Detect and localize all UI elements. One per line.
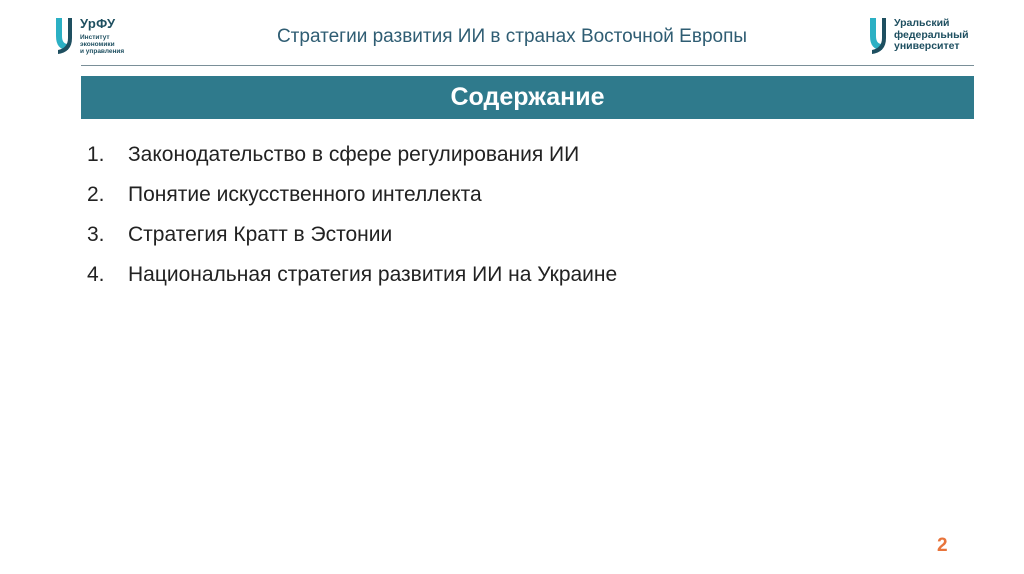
toc-item-number: 4.	[87, 263, 105, 286]
section-title: Содержание	[450, 83, 605, 111]
toc-item-number: 3.	[87, 223, 105, 246]
toc-item-text: Законодательство в сфере регулирования ИИ	[128, 143, 580, 166]
toc-item-number: 2.	[87, 183, 105, 206]
header-divider	[81, 65, 974, 66]
section-title-bar	[81, 76, 974, 119]
page-number: 2	[937, 535, 948, 556]
university-logo	[866, 16, 976, 56]
logo-brand-text: УрФУ	[80, 16, 116, 31]
toc-item-text: Национальная стратегия развития ИИ на Украине	[128, 263, 618, 286]
institute-name: Институт экономики и управления	[80, 34, 125, 55]
toc-item-text: Стратегия Кратт в Эстонии	[128, 223, 393, 246]
presentation-title: Стратегии развития ИИ в странах Восточной Европы	[276, 26, 748, 47]
toc-item	[87, 255, 617, 295]
toc-item-text: Понятие искусственного интеллекта	[128, 183, 482, 206]
toc-item-number: 1.	[87, 143, 105, 166]
toc-item	[87, 175, 617, 215]
toc-item	[87, 135, 617, 175]
toc-item	[87, 215, 617, 255]
university-name: Уральский федеральный университет	[894, 17, 969, 52]
urfu-u-logo-icon	[866, 16, 892, 56]
table-of-contents	[87, 135, 617, 295]
